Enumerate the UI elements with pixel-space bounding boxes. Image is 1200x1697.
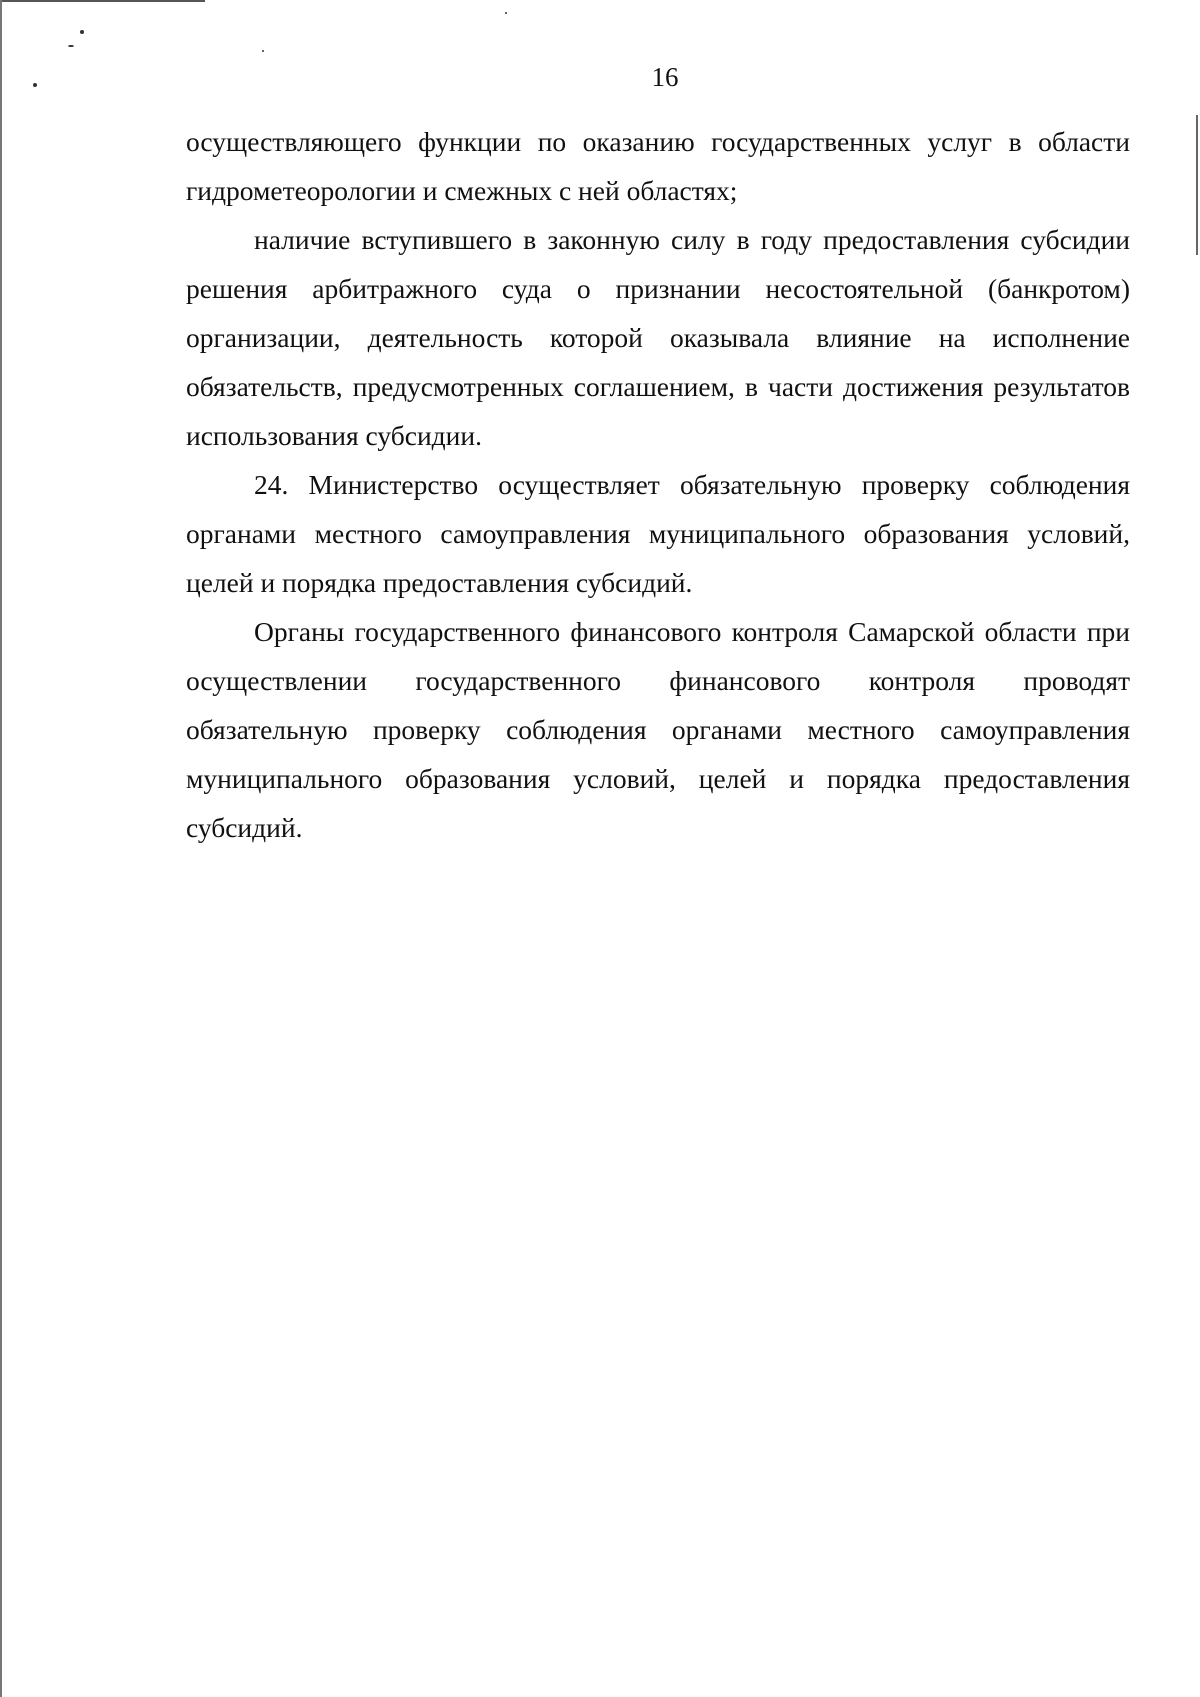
paragraph-4: Органы государственного финансового контроля Самарской области при осуществлении государственного финансового контроля проводят обязательную проверку соблюдения органами местного самоуправления муниципального образования условий, целей и порядка предоставления субсидий. <box>186 616 1130 843</box>
scan-border-left <box>0 0 2 1697</box>
scan-speck <box>262 50 264 52</box>
scan-speck <box>505 12 507 14</box>
scan-speck <box>80 30 84 34</box>
paragraph-2: наличие вступившего в законную силу в году предоставления субсидии решения арбитражного суда о признании несостоятельной (банкротом) организации, деятельность которой оказывала влияние на исполнение обязательств, предусмотренных соглашением, в части достижения результатов использования субсидии. <box>186 224 1130 451</box>
scan-border-top <box>0 0 205 2</box>
scan-speck <box>68 45 74 47</box>
page-number: 16 <box>651 62 679 92</box>
paragraph-3: 24. Министерство осуществляет обязательную проверку соблюдения органами местного самоуправления муниципального образования условий, целей и порядка предоставления субсидий. <box>186 469 1130 598</box>
body-text <box>186 117 1130 852</box>
scan-border-right <box>1196 115 1198 255</box>
paragraph-1: осуществляющего функции по оказанию государственных услуг в области гидрометеорологии и смежных с ней областях; <box>186 126 1130 206</box>
